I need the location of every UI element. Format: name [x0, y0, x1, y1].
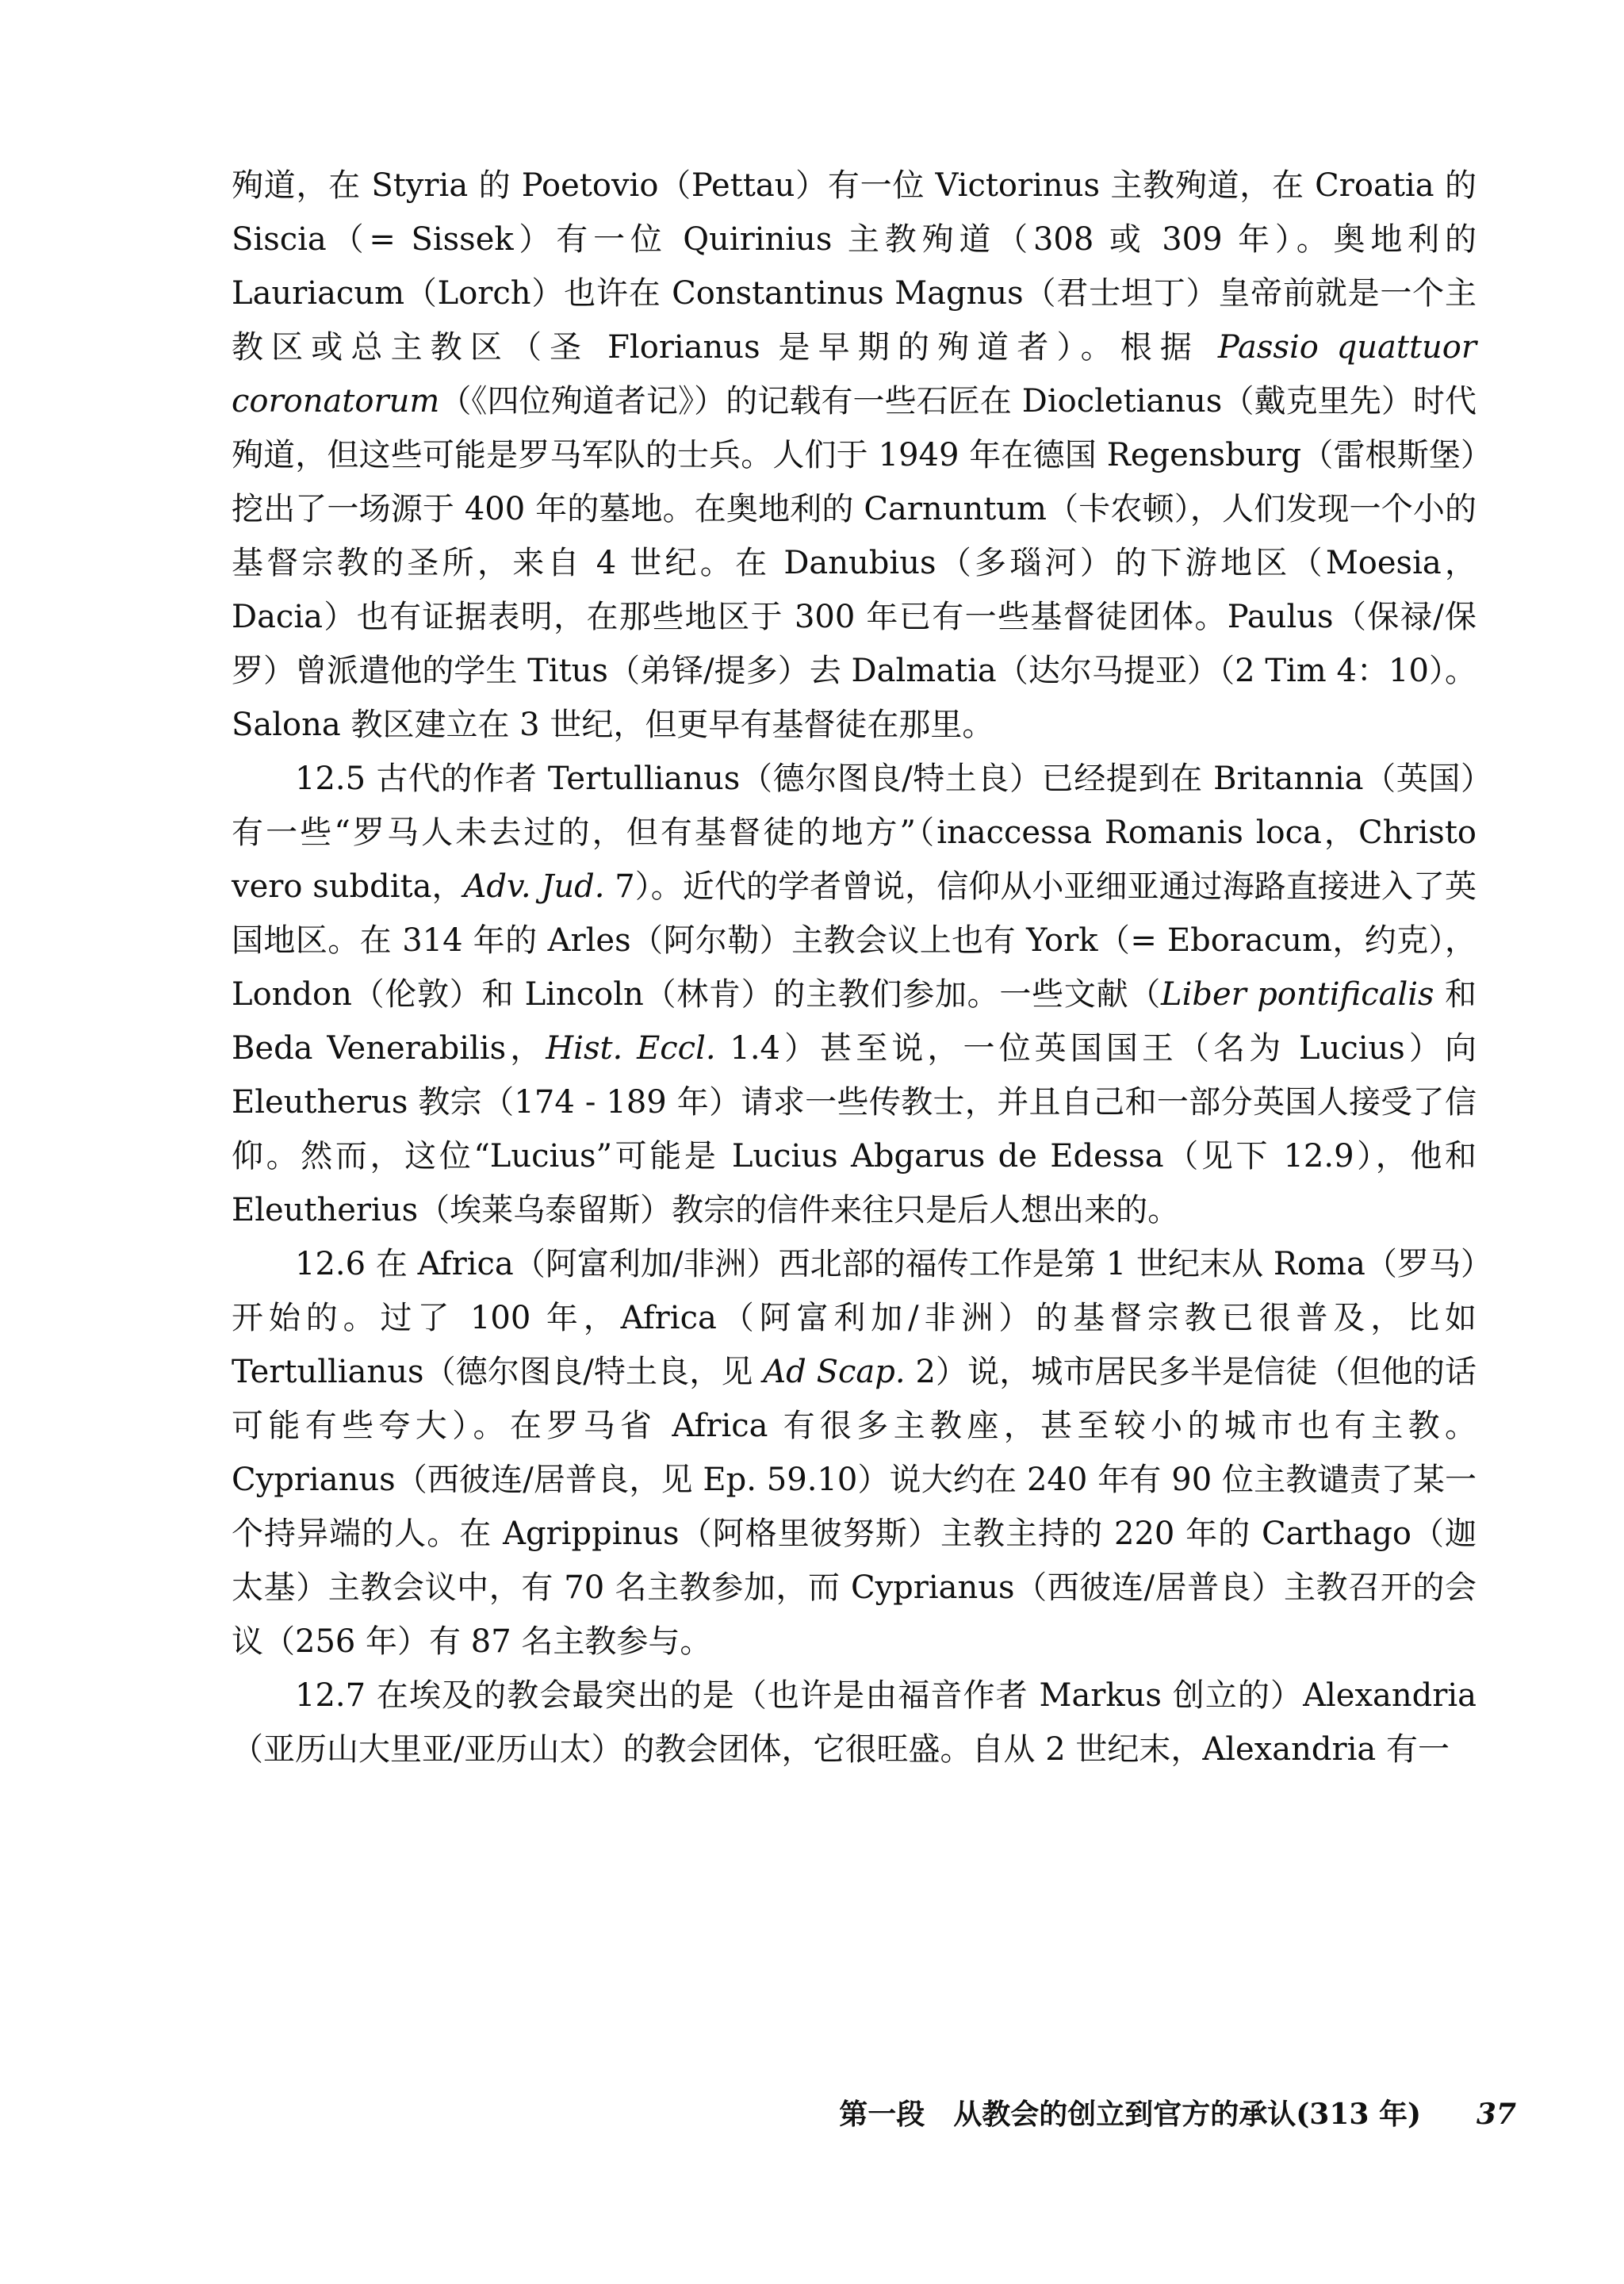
- body-text: [232, 159, 1477, 1776]
- text-run: 12.7 在埃及的教会最突出的是（也许是由福音作者 Markus 创立的）Alexandria（亚历山大里亚/亚历山太）的教会团体，它很旺盛。自从 2 世纪末，Alexandria 有一: [232, 1677, 1477, 1768]
- paragraph-3: [232, 1237, 1477, 1669]
- italic-title: Adv. Jud.: [463, 868, 605, 905]
- page-number: 37: [1476, 2098, 1516, 2131]
- text-run: 1.4）甚至说，一位英国国王（名为 Lucius）向 Eleutherus 教宗（174 - 189 年）请求一些传教士，并且自己和一部分英国人接受了信仰。然而，这位“Lucius”可能是 Lucius Abgarus de Edessa（见下 12.9），他和 Eleutherius（埃莱乌泰留斯）教宗的信件来往只是后人想出来的。: [232, 1030, 1477, 1228]
- italic-title: Liber pontificalis: [1161, 976, 1434, 1013]
- paragraph-4: [232, 1669, 1477, 1776]
- running-title: 第一段 从教会的创立到官方的承认(313 年): [839, 2098, 1421, 2131]
- italic-title: Hist. Eccl.: [546, 1030, 716, 1067]
- text-run: 殉道，在 Styria 的 Poetovio（Pettau）有一位 Victorinus 主教殉道，在 Croatia 的 Siscia（= Sissek）有一位 Quirinius 主教殉道（308 或 309 年）。奥地利的 Lauriacum（Lorch）也许在 Constantinus Magnus（君士坦丁）皇帝前就是一个主教区或总主教区（圣 Florianus 是早期的殉道者）。根据: [232, 167, 1477, 366]
- paragraph-1: [232, 159, 1477, 752]
- text-run: 2）说，城市居民多半是信徒（但他的话可能有些夸大）。在罗马省 Africa 有很多主教座，甚至较小的城市也有主教。Cyprianus（西彼连/居普良，见 Ep. 59.10）说大约在 240 年有 90 位主教谴责了某一个持异端的人。在 Agrippinus（阿格里彼努斯）主教主持的 220 年的 Carthago（迦太基）主教会议中，有 70 名主教参加，而 Cyprianus（西彼连/居普良）主教召开的会议（256 年）有 87 名主教参与。: [232, 1354, 1477, 1660]
- italic-title: Ad Scap.: [763, 1354, 906, 1390]
- paragraph-2: [232, 752, 1477, 1237]
- text-run: 和 Beda Venerabilis，: [232, 976, 1477, 1067]
- text-run: 12.6 在 Africa（阿富利加/非洲）西北部的福传工作是第 1 世纪末从 Roma（罗马）开始的。过了 100 年，Africa（阿富利加/非洲）的基督宗教已很普及，比如 Tertullianus（德尔图良/特土良，见: [232, 1246, 1477, 1390]
- text-run: 12.5 古代的作者 Tertullianus（德尔图良/特土良）已经提到在 Britannia（英国）有一些“罗马人未去过的，但有基督徒的地方”（inaccessa Romanis loca，Christo vero subdita，: [232, 761, 1477, 905]
- text-run: （《四位殉道者记》）的记载有一些石匠在 Diocletianus（戴克里先）时代殉道，但这些可能是罗马军队的士兵。人们于 1949 年在德国 Regensburg（雷根斯堡）挖出了一场源于 400 年的墓地。在奥地利的 Carnuntum（卡农顿），人们发现一个小的基督宗教的圣所，来自 4 世纪。在 Danubius（多瑙河）的下游地区（Moesia，Dacia）也有证据表明，在那些地区于 300 年已有一些基督徒团体。Paulus（保禄/保罗）曾派遣他的学生 Titus（弟铎/提多）去 Dalmatia（达尔马提亚）（2 Tim 4：10）。Salona 教区建立在 3 世纪，但更早有基督徒在那里。: [232, 383, 1477, 743]
- italic-title: Passio quattuor coronatorum: [232, 329, 1477, 420]
- text-run: 7）。近代的学者曾说，信仰从小亚细亚通过海路直接进入了英国地区。在 314 年的 Arles（阿尔勒）主教会议上也有 York（= Eboracum，约克），London（伦敦）和 Lincoln（林肯）的主教们参加。一些文献（: [232, 868, 1477, 1013]
